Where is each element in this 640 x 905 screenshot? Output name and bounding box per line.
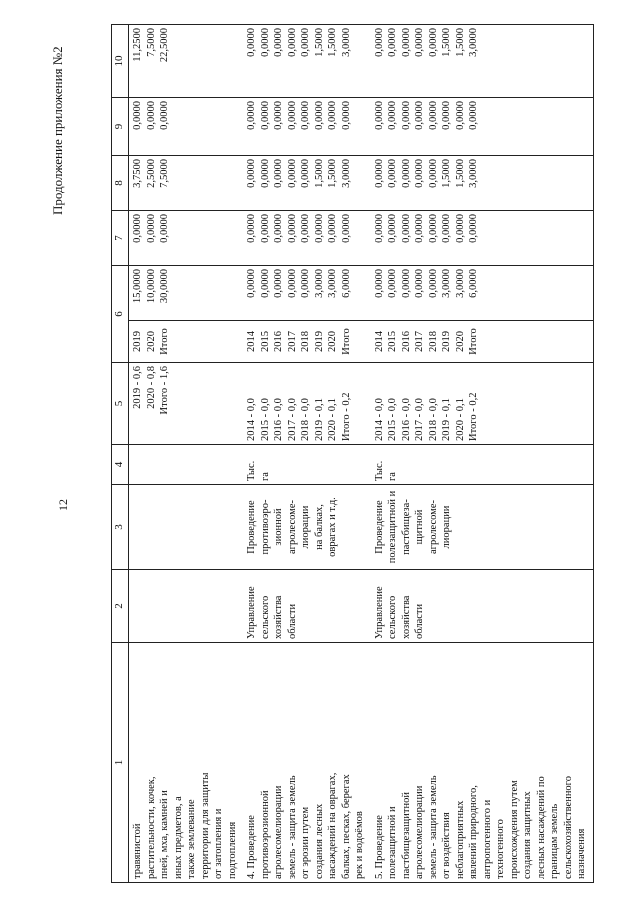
funding-col8-cell: 0,0000 0,0000 0,0000 0,0000 0,0000 1,5000 1,5000 3,0000	[371, 156, 594, 211]
column-header: 6	[112, 266, 129, 363]
column-header: 1	[112, 643, 129, 883]
indicator-cell	[129, 485, 244, 570]
unit-cell	[129, 445, 244, 485]
column-header: 3	[112, 485, 129, 570]
program-activities-table	[111, 24, 594, 883]
funding-col9-cell: 0,0000 0,0000 0,0000 0,0000 0,0000 0,0000 0,0000 0,0000	[243, 98, 371, 156]
column-header: 9	[112, 98, 129, 156]
executor-cell: Управление сельского хозяйства области	[371, 570, 594, 643]
funding-col10-cell: 11,2500 7,5000 22,5000	[129, 25, 244, 98]
appendix-continuation-heading: Продолжение приложения №2	[50, 46, 65, 215]
funding-col9-cell: 0,0000 0,0000 0,0000 0,0000 0,0000 0,0000 0,0000 0,0000	[371, 98, 594, 156]
funding-col10-cell: 0,0000 0,0000 0,0000 0,0000 0,0000 1,5000 1,5000 3,0000	[371, 25, 594, 98]
executor-cell: Управление сельского хозяйства области	[243, 570, 371, 643]
table-row	[243, 25, 371, 883]
funding-col8-cell: 3,7500 2,5000 7,5000	[129, 156, 244, 211]
funding-col8-cell: 0,0000 0,0000 0,0000 0,0000 0,0000 1,5000 1,5000 3,0000	[243, 156, 371, 211]
indicator-cell: Проведение полезащитной и пастбищеза- щитной агролесоме- лиорации	[371, 485, 594, 570]
funding-col7-cell: 0,0000 0,0000 0,0000	[129, 211, 244, 266]
column-header: 2	[112, 570, 129, 643]
executor-cell	[129, 570, 244, 643]
total-funding-cell: 15,0000 10,0000 30,0000	[129, 266, 244, 321]
total-funding-cell: 0,0000 0,0000 0,0000 0,0000 0,0000 3,0000 3,0000 6,0000	[371, 266, 594, 321]
total-funding-cell: 0,0000 0,0000 0,0000 0,0000 0,0000 3,0000 3,0000 6,0000	[243, 266, 371, 321]
table-row	[129, 25, 244, 883]
column-header: 5	[112, 363, 129, 445]
unit-cell: Тыс. га	[371, 445, 594, 485]
column-header: 8	[112, 156, 129, 211]
funding-col7-cell: 0,0000 0,0000 0,0000 0,0000 0,0000 0,0000 0,0000 0,0000	[243, 211, 371, 266]
unit-cell: Тыс. га	[243, 445, 371, 485]
indicator-cell: Проведение противоэро- зионной агролесоме- лиорации на балках, оврагах и т.д.	[243, 485, 371, 570]
target-values-cell: 2019 - 0,6 2020 - 0,8 Итого - 1,6	[129, 363, 244, 445]
years-cell: 2014 2015 2016 2017 2018 2019 2020 Итого	[243, 321, 371, 363]
column-header: 10	[112, 25, 129, 98]
activity-cell: 5. Проведение полезащитной и пастбищезащитной агролесомелиорации земель - защита земель от воздействия неблагоприятных явлений природного, антропогенного и техногенного происхождения путем создания защитных лесных насаждений по границам земель сельскохозяйственного назначения	[371, 643, 594, 883]
funding-col9-cell: 0,0000 0,0000 0,0000	[129, 98, 244, 156]
target-values-cell: 2014 - 0,0 2015 - 0,0 2016 - 0,0 2017 - 0,0 2018 - 0,0 2019 - 0,1 2020 - 0,1 Итого - 0,2	[371, 363, 594, 445]
column-header: 7	[112, 211, 129, 266]
activity-cell: 4. Проведение противоэрозионной агролесомелиорации земель - защита земель от эрозии путем создания лесных насаждений на оврагах, балках, песках, берегах рек и водоёмов	[243, 643, 371, 883]
target-values-cell: 2014 - 0,0 2015 - 0,0 2016 - 0,0 2017 - 0,0 2018 - 0,0 2019 - 0,1 2020 - 0,1 Итого - 0,2	[243, 363, 371, 445]
column-header: 4	[112, 445, 129, 485]
years-cell: 2019 2020 Итого	[129, 321, 244, 363]
page-number: 12	[56, 499, 70, 511]
funding-col10-cell: 0,0000 0,0000 0,0000 0,0000 0,0000 1,5000 1,5000 3,0000	[243, 25, 371, 98]
column-number-row	[112, 25, 129, 883]
funding-col7-cell: 0,0000 0,0000 0,0000 0,0000 0,0000 0,0000 0,0000 0,0000	[371, 211, 594, 266]
activity-cell: травянистой растительности, кочек, пней, мха, камней и иных предметов, а также землевание территории для защиты от затопления и подтопления	[129, 643, 244, 883]
years-cell: 2014 2015 2016 2017 2018 2019 2020 Итого	[371, 321, 594, 363]
table-row	[371, 25, 594, 883]
